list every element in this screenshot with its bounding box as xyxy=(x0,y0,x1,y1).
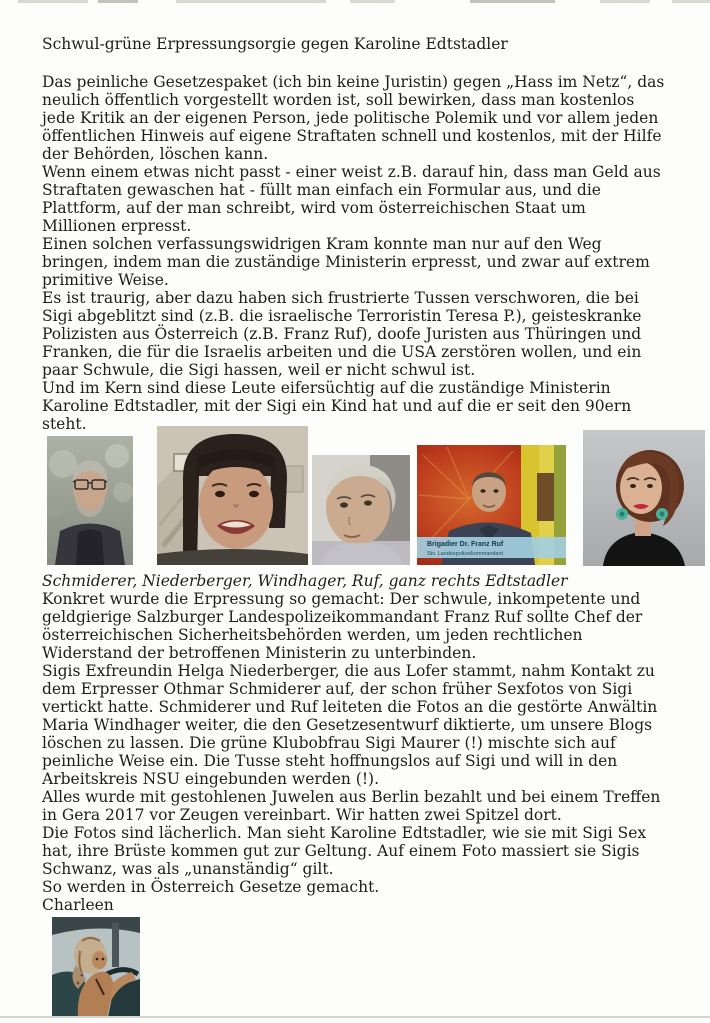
photo-caption: Schmiderer, Niederberger, Windhager, Ruf, ganz rechts Edtstadler xyxy=(42,572,568,590)
paragraph xyxy=(42,73,664,163)
text-line: Charleen xyxy=(42,896,114,914)
text-line: Die Fotos sind lächerlich. Man sieht Karoline Edtstadler, wie sie mit Sigi Sex xyxy=(42,824,647,842)
photo-schmiderer[interactable] xyxy=(47,436,133,565)
portrait-man-glasses-scarf xyxy=(47,436,133,565)
scan-artifact xyxy=(350,0,395,3)
text-line: geldgierige Salzburger Landespolizeikommandant Franz Ruf sollte Chef der xyxy=(42,608,643,626)
portrait-woman-brown-bob xyxy=(583,430,705,566)
text-line: dem Erpresser Othmar Schmiderer auf, der schon früher Sexfotos von Sigi xyxy=(42,680,633,698)
text-line: Polizisten aus Österreich (z.B. Franz Ruf), doofe Juristen aus Thüringen und xyxy=(42,325,642,343)
text-line: steht. xyxy=(42,415,87,433)
text-line: Maria Windhager weiter, die den Gesetzesentwurf diktierte, um unsere Blogs xyxy=(42,716,653,734)
article-body-top xyxy=(42,73,664,433)
text-line: löschen zu lassen. Die grüne Klubobfrau Sigi Maurer (!) mischte sich auf xyxy=(42,734,616,752)
text-line: bringen, indem man die zuständige Ministerin erpresst, und zwar auf extrem xyxy=(42,253,650,271)
portrait-woman-short-gray-hair xyxy=(312,455,410,565)
scan-artifact xyxy=(98,0,138,3)
text-line: Widerstand der betroffenen Ministerin zu unterbinden. xyxy=(42,644,477,662)
text-line: Karoline Edtstadler, mit der Sigi ein Kind hat und auf die er seit den 90ern xyxy=(42,397,632,415)
scan-artifact xyxy=(470,0,555,3)
text-line: Wenn einem etwas nicht passt - einer weist z.B. darauf hin, dass man Geld aus xyxy=(42,163,661,181)
paragraph xyxy=(42,163,664,235)
text-line: Sigis Exfreundin Helga Niederberger, die aus Lofer stammt, nahm Kontakt zu xyxy=(42,662,655,680)
photo-niederberger[interactable] xyxy=(157,426,308,565)
paragraph xyxy=(42,289,664,379)
text-line: der Behörden, löschen kann. xyxy=(42,145,269,163)
paragraph xyxy=(42,662,660,788)
text-line: Franken, die für die Israelis arbeiten und die USA zerstören wollen, und ein xyxy=(42,343,642,361)
paragraph xyxy=(42,379,664,433)
text-line: öffentlichen Hinweis auf eigene Straftaten schnell und kostenlos, mit der Hilfe xyxy=(42,127,662,145)
text-line: primitive Weise. xyxy=(42,271,169,289)
text-line: hat, ihre Brüste kommen gut zur Geltung. Auf einem Foto massiert sie Sigis xyxy=(42,842,640,860)
text-line: Das peinliche Gesetzespaket (ich bin keine Juristin) gegen „Hass im Netz“, das xyxy=(42,73,665,91)
text-line: Konkret wurde die Erpressung so gemacht: Der schwule, inkompetente und xyxy=(42,590,641,608)
text-line: Plattform, auf der man schreibt, wird vom österreichischen Staat um xyxy=(42,199,586,217)
ruf-caption-subtitle: Stv. Landespolizeikommandant xyxy=(427,551,504,557)
text-line: Einen solchen verfassungswidrigen Kram konnte man nur auf den Weg xyxy=(42,235,602,253)
scan-artifact xyxy=(600,0,650,3)
paragraph xyxy=(42,878,660,896)
paragraph xyxy=(42,590,660,662)
text-line: Und im Kern sind diese Leute eifersüchtig auf die zuständige Ministerin xyxy=(42,379,611,397)
text-line: Sigi abgeblitzt sind (z.B. die israelische Terroristin Teresa P.), geisteskranke xyxy=(42,307,642,325)
text-line: peinliche Weise ein. Die Tusse steht hoffnungslos auf Sigi und will in den xyxy=(42,752,618,770)
text-line: in Gera 2017 vor Zeugen vereinbart. Wir hatten zwei Spitzel dort. xyxy=(42,806,562,824)
text-line: Straftaten gewaschen hat - füllt man einfach ein Formular aus, und die xyxy=(42,181,601,199)
bottom-edge-rule xyxy=(0,1016,710,1018)
text-line: Schwanz, was als „unanständig“ gilt. xyxy=(42,860,334,878)
text-line: österreichischen Sicherheitsbehörden werden, um jeden rechtlichen xyxy=(42,626,583,644)
text-line: vertickt hatte. Schmiderer und Ruf leiteten die Fotos an die gestörte Anwältin xyxy=(42,698,658,716)
text-line: paar Schwule, die Sigi hassen, weil er nicht schwul ist. xyxy=(42,361,476,379)
paragraph xyxy=(42,235,664,289)
scan-artifact xyxy=(672,0,710,3)
scan-artifact xyxy=(18,0,88,3)
scan-artifact xyxy=(176,0,326,3)
ruf-caption-title: Brigadier Dr. Franz Ruf xyxy=(427,541,504,548)
text-line: Alles wurde mit gestohlenen Juwelen aus Berlin bezahlt und bei einem Treffen xyxy=(42,788,661,806)
portrait-woman-in-car-headscarf xyxy=(52,917,140,1017)
photo-ruf[interactable] xyxy=(417,445,566,565)
portrait-policeman-uniform xyxy=(417,445,566,565)
text-line: Es ist traurig, aber dazu haben sich frustrierte Tussen verschworen, die bei xyxy=(42,289,639,307)
text-line: So werden in Österreich Gesetze gemacht. xyxy=(42,878,380,896)
paragraph xyxy=(42,788,660,824)
photo-row xyxy=(47,426,707,567)
article-body-bottom xyxy=(42,590,660,914)
photo-charleen-car[interactable] xyxy=(52,917,140,1017)
photo-edtstadler[interactable] xyxy=(583,430,705,566)
page-title: Schwul-grüne Erpressungsorgie gegen Karoline Edtstadler xyxy=(42,35,508,53)
paragraph-signature xyxy=(42,896,660,914)
text-line: neulich öffentlich vorgestellt worden ist, soll bewirken, dass man kostenlos xyxy=(42,91,635,109)
photo-windhager[interactable] xyxy=(312,455,410,565)
portrait-woman-dark-hair-smiling xyxy=(157,426,308,565)
text-line: Millionen erpresst. xyxy=(42,217,192,235)
text-line: jede Kritik an der eigenen Person, jede politische Polemik und vor allem jeden xyxy=(42,109,659,127)
text-line: Arbeitskreis NSU eingebunden werden (!). xyxy=(42,770,380,788)
paragraph xyxy=(42,824,660,878)
